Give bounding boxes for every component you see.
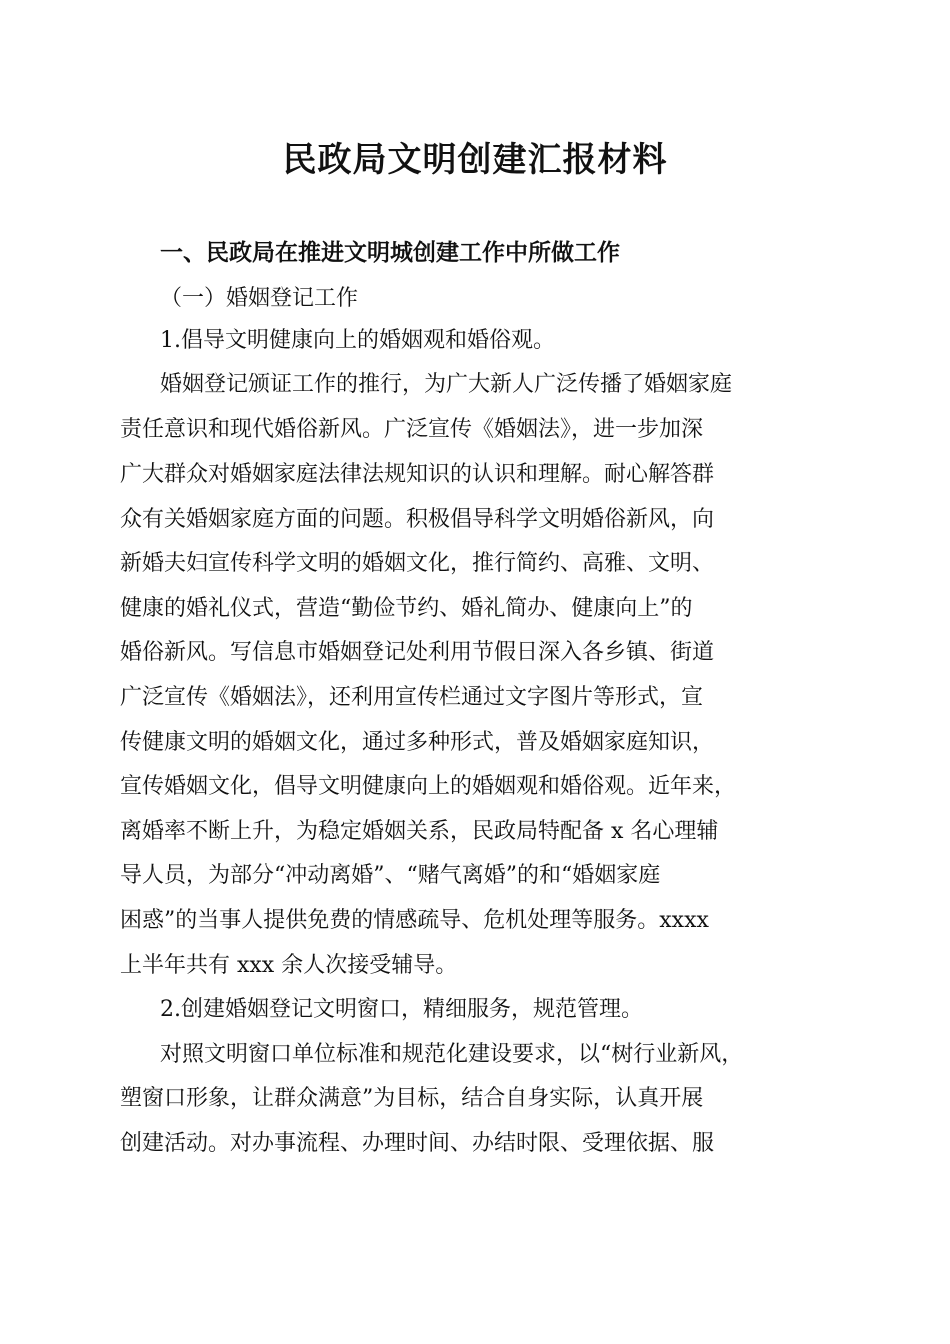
section-heading-1: 一、民政局在推进文明城创建工作中所做工作 [160,239,620,266]
subsection-heading-1: （一）婚姻登记工作 [160,286,359,311]
body-line: 创建活动。对办事流程、办理时间、办结时限、受理依据、服 [120,1131,715,1156]
body-line: 广大群众对婚姻家庭法律法规知识的认识和理解。耐心解答群 [120,462,715,487]
body-line: 塑窗口形象，让群众满意”为目标，结合自身实际，认真开展 [120,1086,704,1111]
body-line: 广泛宣传《婚姻法》，还利用宣传栏通过文字图片等形式，宣 [120,685,704,710]
body-line: 婚俗新风。写信息市婚姻登记处利用节假日深入各乡镇、街道 [120,640,715,665]
body-line: 对照文明窗口单位标准和规范化建设要求，以“树行业新风， [160,1042,744,1067]
body-line: 健康的婚礼仪式，营造“勤俭节约、婚礼简办、健康向上”的 [120,596,693,621]
paragraph-heading-1: 1.倡导文明健康向上的婚姻观和婚俗观。 [160,328,555,353]
body-line: 宣传婚姻文化，倡导文明健康向上的婚姻观和婚俗观。近年来， [120,774,737,799]
document-title: 民政局文明创建汇报材料 [282,140,668,180]
body-line: 婚姻登记颁证工作的推行，为广大新人广泛传播了婚姻家庭 [160,372,733,397]
body-line: 导人员，为部分“冲动离婚”、“赌气离婚”的和“婚姻家庭 [120,863,661,888]
body-line: 新婚夫妇宣传科学文明的婚姻文化，推行简约、高雅、文明、 [120,551,715,576]
body-line: 传健康文明的婚姻文化，通过多种形式，普及婚姻家庭知识， [120,730,715,755]
body-line: 众有关婚姻家庭方面的问题。积极倡导科学文明婚俗新风，向 [120,507,715,532]
paragraph-heading-2: 2.创建婚姻登记文明窗口，精细服务，规范管理。 [160,997,643,1022]
body-line: 责任意识和现代婚俗新风。广泛宣传《婚姻法》，进一步加深 [120,417,704,442]
body-line: 离婚率不断上升，为稳定婚姻关系，民政局特配备 x 名心理辅 [120,819,719,844]
body-line: 困惑”的当事人提供免费的情感疏导、危机处理等服务。xxxx [120,908,709,933]
body-line: 上半年共有 xxx 余人次接受辅导。 [120,953,458,978]
